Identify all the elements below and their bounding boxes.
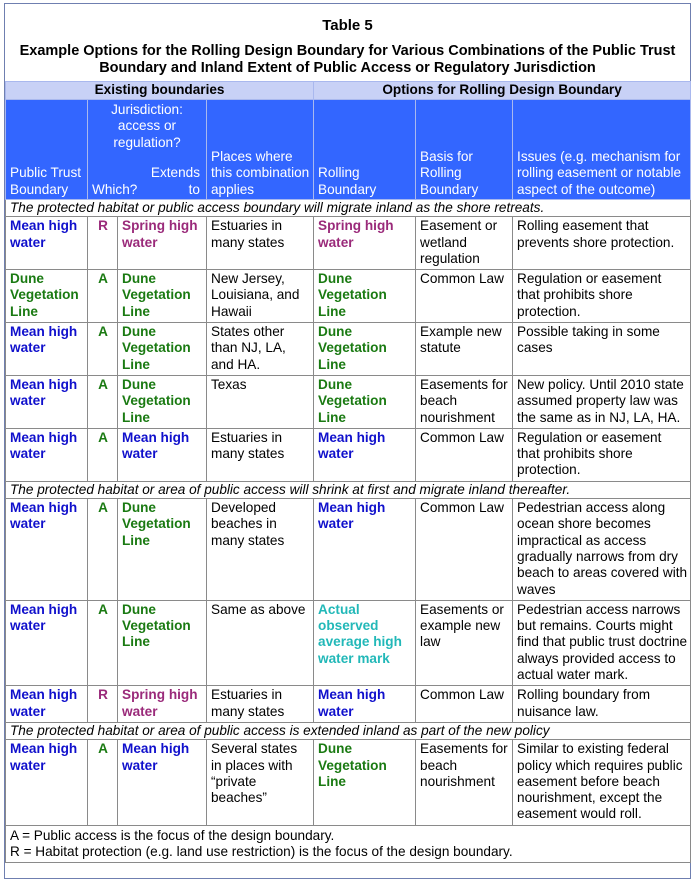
section-label: The protected habitat or public access boundary will migrate inland as the shore retreats.: [6, 200, 691, 217]
header-extends-to: Extends to: [150, 165, 200, 197]
cell-issues: New policy. Until 2010 state assumed property law was the same as in NJ, LA, HA.: [513, 375, 691, 428]
header-places: Places where this combination applies: [207, 100, 314, 200]
cell-extends-to: Mean high water: [118, 740, 207, 825]
header-jurisdiction: [88, 100, 207, 200]
cell-basis: Common Law: [416, 428, 513, 481]
header-public-trust: Public Trust Boundary: [6, 100, 88, 200]
cell-extends-to: Spring high water: [118, 686, 207, 723]
title-block: [5, 4, 690, 81]
cell-which: A: [88, 375, 118, 428]
cell-which: A: [88, 270, 118, 323]
cell-issues: Possible taking in some cases: [513, 323, 691, 376]
cell-which: R: [88, 686, 118, 723]
cell-rolling: Mean high water: [314, 499, 416, 601]
cell-extends-to: Spring high water: [118, 217, 207, 270]
cell-public-trust: Mean high water: [6, 499, 88, 601]
cell-basis: Easement or wetland regulation: [416, 217, 513, 270]
cell-which: R: [88, 217, 118, 270]
table-title: Example Options for the Rolling Design Boundary for Various Combinations of the Public Trust Boundary and Inland Extent of Public Access or Regulatory Jurisdiction: [19, 43, 676, 76]
cell-issues: Regulation or easement that prohibits shore protection.: [513, 270, 691, 323]
cell-rolling: Dune Vegetation Line: [314, 270, 416, 323]
header-which: Which?: [92, 181, 138, 197]
cell-places: Estuaries in many states: [207, 217, 314, 270]
cell-extends-to: Dune Vegetation Line: [118, 270, 207, 323]
cell-rolling: Actual observed average high water mark: [314, 600, 416, 685]
cell-places: Estuaries in many states: [207, 428, 314, 481]
cell-public-trust: Mean high water: [6, 428, 88, 481]
cell-issues: Rolling easement that prevents shore protection.: [513, 217, 691, 270]
group-existing-boundaries: Existing boundaries: [6, 82, 314, 100]
cell-extends-to: Dune Vegetation Line: [118, 499, 207, 601]
table-row: [6, 428, 691, 481]
cell-public-trust: Mean high water: [6, 217, 88, 270]
cell-basis: Common Law: [416, 270, 513, 323]
cell-public-trust: Mean high water: [6, 740, 88, 825]
cell-issues: Regulation or easement that prohibits shore protection.: [513, 428, 691, 481]
cell-public-trust: Mean high water: [6, 686, 88, 723]
table-row: [6, 323, 691, 376]
table-number: Table 5: [322, 17, 373, 34]
section-label: The protected habitat or area of public access is extended inland as part of the new policy: [6, 722, 691, 739]
cell-basis: Easements for beach nourishment: [416, 740, 513, 825]
cell-places: States other than NJ, LA, and HA.: [207, 323, 314, 376]
cell-public-trust: Mean high water: [6, 600, 88, 685]
table-row: [6, 217, 691, 270]
cell-places: New Jersey, Louisiana, and Hawaii: [207, 270, 314, 323]
cell-places: Texas: [207, 375, 314, 428]
cell-basis: Easements or example new law: [416, 600, 513, 685]
cell-extends-to: Dune Vegetation Line: [118, 600, 207, 685]
table-row: [6, 375, 691, 428]
cell-rolling: Mean high water: [314, 686, 416, 723]
cell-rolling: Spring high water: [314, 217, 416, 270]
cell-issues: Pedestrian access along ocean shore becomes impractical as access gradually narrows from dry beach to areas covered with waves: [513, 499, 691, 601]
cell-basis: Example new statute: [416, 323, 513, 376]
cell-basis: Common Law: [416, 686, 513, 723]
header-basis: Basis for Rolling Boundary: [416, 100, 513, 200]
cell-which: A: [88, 499, 118, 601]
cell-which: A: [88, 323, 118, 376]
table-row: [6, 499, 691, 601]
footnotes: [6, 825, 691, 862]
cell-which: A: [88, 600, 118, 685]
cell-issues: Similar to existing federal policy which requires public easement before beach nourishment, except the easement would roll.: [513, 740, 691, 825]
footnote-r: R = Habitat protection (e.g. land use restriction) is the focus of the design boundary.: [10, 843, 513, 859]
cell-rolling: Dune Vegetation Line: [314, 740, 416, 825]
cell-extends-to: Mean high water: [118, 428, 207, 481]
group-options: Options for Rolling Design Boundary: [314, 82, 691, 100]
table-row: [6, 270, 691, 323]
cell-rolling: Mean high water: [314, 428, 416, 481]
header-issues: Issues (e.g. mechanism for rolling easement or notable aspect of the outcome): [513, 100, 691, 200]
table-row: [6, 600, 691, 685]
cell-which: A: [88, 428, 118, 481]
cell-rolling: Dune Vegetation Line: [314, 375, 416, 428]
section-label: The protected habitat or area of public access will shrink at first and migrate inland thereafter.: [6, 481, 691, 498]
table-row: [6, 740, 691, 825]
cell-extends-to: Dune Vegetation Line: [118, 375, 207, 428]
options-table: [5, 81, 691, 863]
footnote-a: A = Public access is the focus of the design boundary.: [10, 827, 335, 843]
cell-places: Estuaries in many states: [207, 686, 314, 723]
cell-which: A: [88, 740, 118, 825]
cell-extends-to: Dune Vegetation Line: [118, 323, 207, 376]
cell-places: Developed beaches in many states: [207, 499, 314, 601]
cell-basis: Easements for beach nourishment: [416, 375, 513, 428]
cell-public-trust: Mean high water: [6, 375, 88, 428]
cell-rolling: Dune Vegetation Line: [314, 323, 416, 376]
cell-issues: Rolling boundary from nuisance law.: [513, 686, 691, 723]
table-frame: [4, 3, 691, 879]
table-row: [6, 686, 691, 723]
cell-issues: Pedestrian access narrows but remains. Courts might find that public trust doctrine always provided access to actual water mark.: [513, 600, 691, 685]
cell-public-trust: Dune Vegetation Line: [6, 270, 88, 323]
header-jurisdiction-label: Jurisdiction: access or regulation?: [111, 102, 183, 150]
cell-public-trust: Mean high water: [6, 323, 88, 376]
cell-places: Several states in places with “private beaches”: [207, 740, 314, 825]
header-rolling-boundary: Rolling Boundary: [314, 100, 416, 200]
cell-places: Same as above: [207, 600, 314, 685]
cell-basis: Common Law: [416, 499, 513, 601]
